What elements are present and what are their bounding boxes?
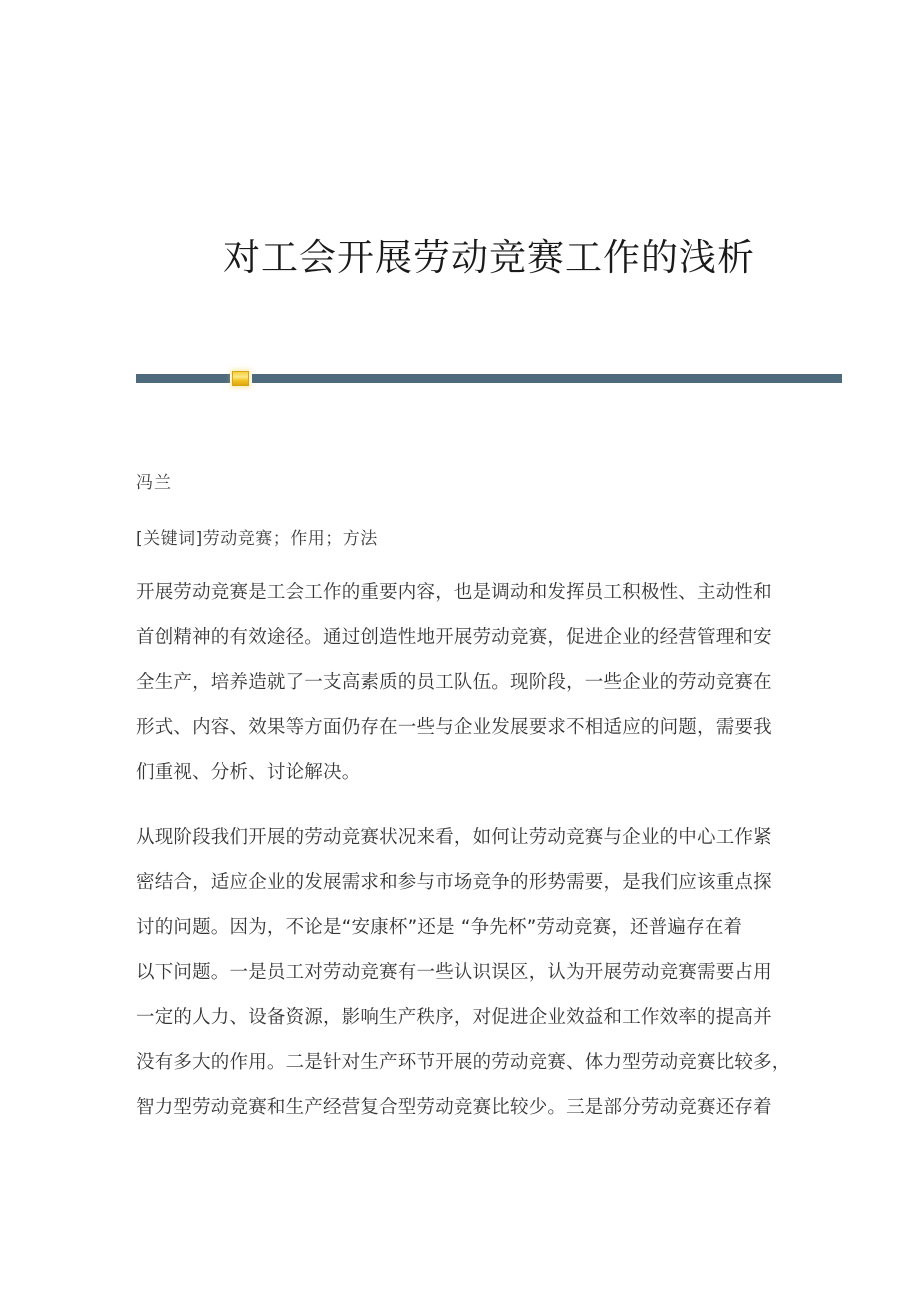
keywords-line: [关键词]劳动竞赛；作用；方法 xyxy=(136,529,378,549)
paragraph-line: 一定的人力、设备资源，影响生产秩序，对促进企业效益和工作效率的提高并 xyxy=(136,1007,772,1028)
paragraph-line: 以下问题。一是员工对劳动竞赛有一些认识误区，认为开展劳动竞赛需要占用 xyxy=(136,962,772,983)
divider-bar-left xyxy=(136,374,230,383)
paragraph-line: 全生产，培养造就了一支高素质的员工队伍。现阶段，一些企业的劳动竞赛在 xyxy=(136,672,772,693)
paragraph-line: 没有多大的作用。二是针对生产环节开展的劳动竞赛、体力型劳动竞赛比较多， xyxy=(136,1052,791,1073)
paragraph-line: 从现阶段我们开展的劳动竞赛状况来看，如何让劳动竞赛与企业的中心工作紧 xyxy=(136,827,772,848)
paragraph-body xyxy=(136,815,848,1130)
paragraph-abstract xyxy=(136,570,848,795)
paragraph-line: 密结合，适应企业的发展需求和参与市场竞争的形势需要，是我们应该重点探 xyxy=(136,872,772,893)
page-title: 对工会开展劳动竞赛工作的浅析 xyxy=(223,235,755,279)
paragraph-line: 智力型劳动竞赛和生产经营复合型劳动竞赛比较少。三是部分劳动竞赛还存着 xyxy=(136,1097,772,1118)
divider-gem-icon xyxy=(232,371,249,386)
section-divider xyxy=(136,371,842,385)
paragraph-line: 开展劳动竞赛是工会工作的重要内容，也是调动和发挥员工积极性、主动性和 xyxy=(136,582,772,603)
author-name: 冯兰 xyxy=(136,473,172,493)
paragraph-line: 形式、内容、效果等方面仍存在一些与企业发展要求不相适应的问题，需要我 xyxy=(136,717,772,738)
paragraph-line: 讨的问题。因为，不论是“安康杯”还是 “争先杯”劳动竞赛，还普遍存在着 xyxy=(136,917,743,938)
divider-bar-right xyxy=(252,374,842,383)
paragraph-line: 们重视、分析、讨论解决。 xyxy=(136,762,361,783)
paragraph-line: 首创精神的有效途径。通过创造性地开展劳动竞赛，促进企业的经营管理和安 xyxy=(136,627,772,648)
